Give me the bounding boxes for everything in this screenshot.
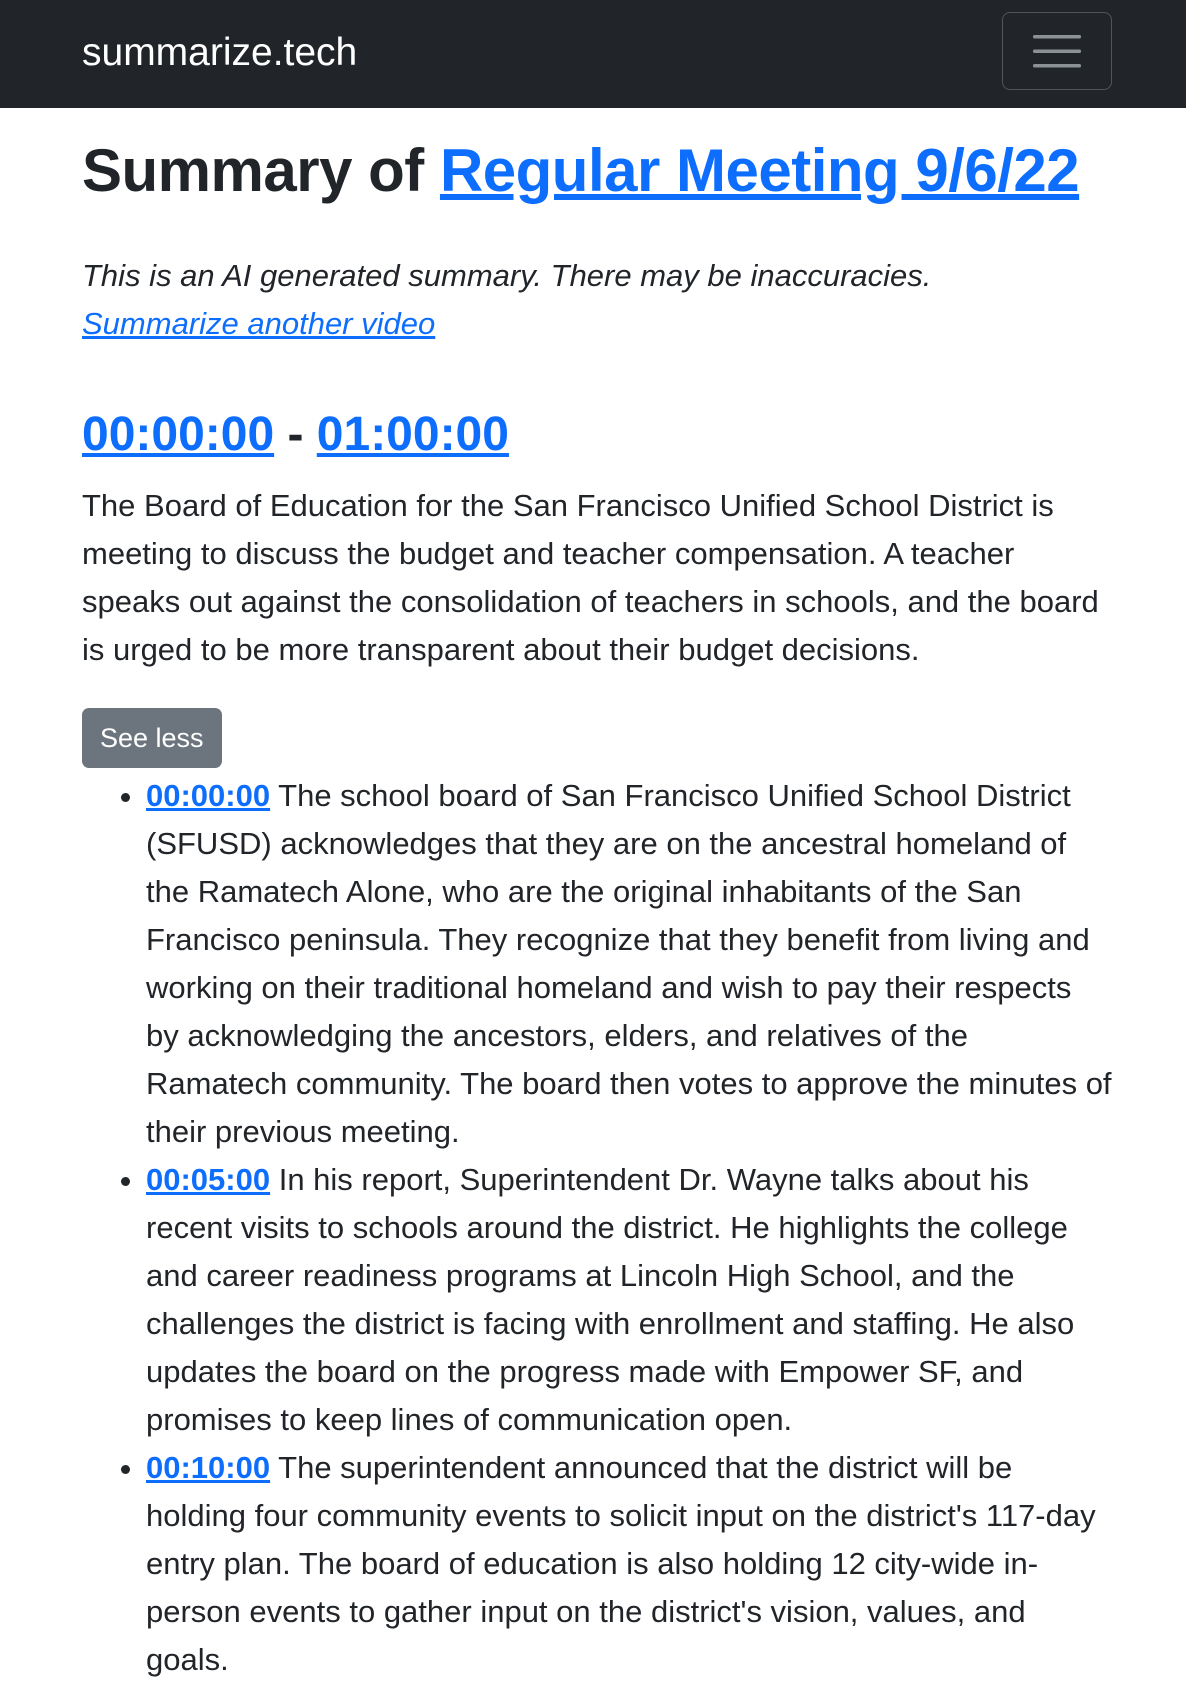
disclaimer: [82, 252, 1112, 348]
title-prefix: Summary of: [82, 137, 440, 204]
list-item: [146, 1444, 1112, 1684]
page-title: [82, 128, 1112, 214]
section-summary: The Board of Education for the San Francisco Unified School District is meeting to discuss the budget and teacher compensation. A teacher speaks out against the consolidation of teachers in schools, and the board is urged to be more transparent about their budget decisions.: [82, 488, 1099, 667]
disclaimer-text: This is an AI generated summary. There may be inaccuracies.: [82, 258, 932, 293]
navbar: [0, 0, 1186, 108]
list-item-text: The superintendent announced that the district will be holding four community events to solicit input on the district's 117-day entry plan. The board of education is also holding 12 city-wide in-person events to gather input on the district's vision, values, and goals.: [146, 1450, 1105, 1677]
section-end-link[interactable]: 01:00:00: [316, 408, 509, 461]
list-item: [146, 1156, 1112, 1444]
list-item-text: In his report, Superintendent Dr. Wayne talks about his recent visits to schools around the district. He highlights the college and career readiness programs at Lincoln High School, and the challenges the district is facing with enrollment and staffing. He also updates the board on the progress made with Empower SF, and promises to keep lines of communication open.: [146, 1162, 1083, 1437]
main-content: [0, 128, 1186, 1684]
brand-link[interactable]: summarize.tech: [82, 31, 358, 74]
section-heading: [82, 402, 1112, 468]
summary-list: [82, 772, 1121, 1684]
list-item-text: The school board of San Francisco Unified School District (SFUSD) acknowledges that they are on the ancestral homeland of the Ramatech Alone, who are the original inhabitants of the San Francisco peninsula. They recognize that they benefit from living and working on their traditional homeland and wish to pay their respects by acknowledging the ancestors, elders, and relatives of the Ramatech community. The board then votes to approve the minutes of their previous meeting.: [146, 778, 1121, 1149]
timestamp-link[interactable]: 00:10:00: [146, 1450, 271, 1485]
list-item: [146, 772, 1121, 1156]
timestamp-link[interactable]: 00:05:00: [146, 1162, 271, 1197]
video-title-link[interactable]: Regular Meeting 9/6/22: [439, 137, 1080, 204]
summarize-another-link[interactable]: Summarize another video: [82, 306, 436, 341]
timestamp-link[interactable]: 00:00:00: [146, 778, 271, 813]
section-start-link[interactable]: 00:00:00: [82, 408, 275, 461]
section-separator: -: [274, 408, 317, 461]
hamburger-menu-icon: [1033, 33, 1081, 69]
navbar-toggler-button[interactable]: [1002, 12, 1112, 90]
see-less-button[interactable]: See less: [82, 708, 222, 768]
